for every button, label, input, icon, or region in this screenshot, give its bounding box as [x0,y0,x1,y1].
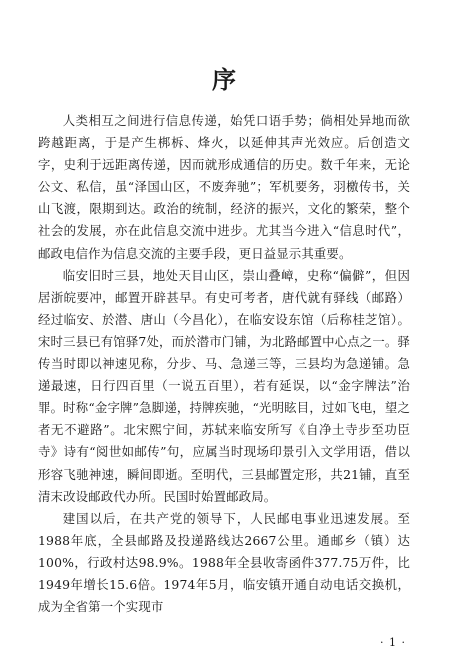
page-title: 序 [212,65,238,94]
page-number: · 1 · [380,636,406,649]
paragraph-1: 人类相互之间进行信息传递，始凭口语手势；倘相处异地而欲跨越距离，于是产生梆柝、烽火，以延伸其声光效应。后创造文字，史利于远距离传递，因而就形成通信的历史。数千年来，无论公文、私信，虽“泽国山区，不废奔驰”；军机要务，羽檄传书，关山飞渡，限期到达。政治的统制，经济的振兴，文化的繁荣，整个社会的发展，亦在此信息交流中进步。尤其当今进入“信息时代”，邮政电信作为信息交流的主要手段，更日益显示其重要。 [38,113,410,261]
paragraph-3: 建国以后，在共产党的领导下，人民邮电事业迅速发展。至1988年底，全县邮路及投递路线达2667公里。通邮乡（镇）达100%，行政村达98.9%。1988年全县收寄函件377.75万件，比1949年增长15.6倍。1974年5月，临安镇开通自动电话交换机，成为全省第一个实现市 [38,510,410,615]
paragraph-2: 临安旧时三县，地处天目山区，崇山叠嶂，史称“偏僻”，但因居浙皖要冲，邮置开辟甚早。有史可考者，唐代就有驿线（邮路）经过临安、於潜、唐山（今昌化），在临安设东馆（后称桂芝馆）。宋时三县已有馆驿7处，而於潜市门铺，为北路邮置中心点之一。驿传当时即以神速见称，分步、马、急递三等，三县均为急递铺。急递最速，日行四百里（一说五百里），若有延误，以“金字牌法”治罪。时称“金字牌”急脚递，持牌疾驰，“光明眩目，过如飞电，望之者无不避路”。北宋熙宁间，苏轼来临安所写《自净土寺步至功臣寺》诗有“阅世如邮传”句，应属当时现场印景引入文学用语，借以形容飞驰神速，瞬间即逝。至明代，三县邮置定形，共21铺，直至清末改设邮政代办所。民国时始置邮政局。 [38,267,410,504]
document-body [38,110,410,618]
